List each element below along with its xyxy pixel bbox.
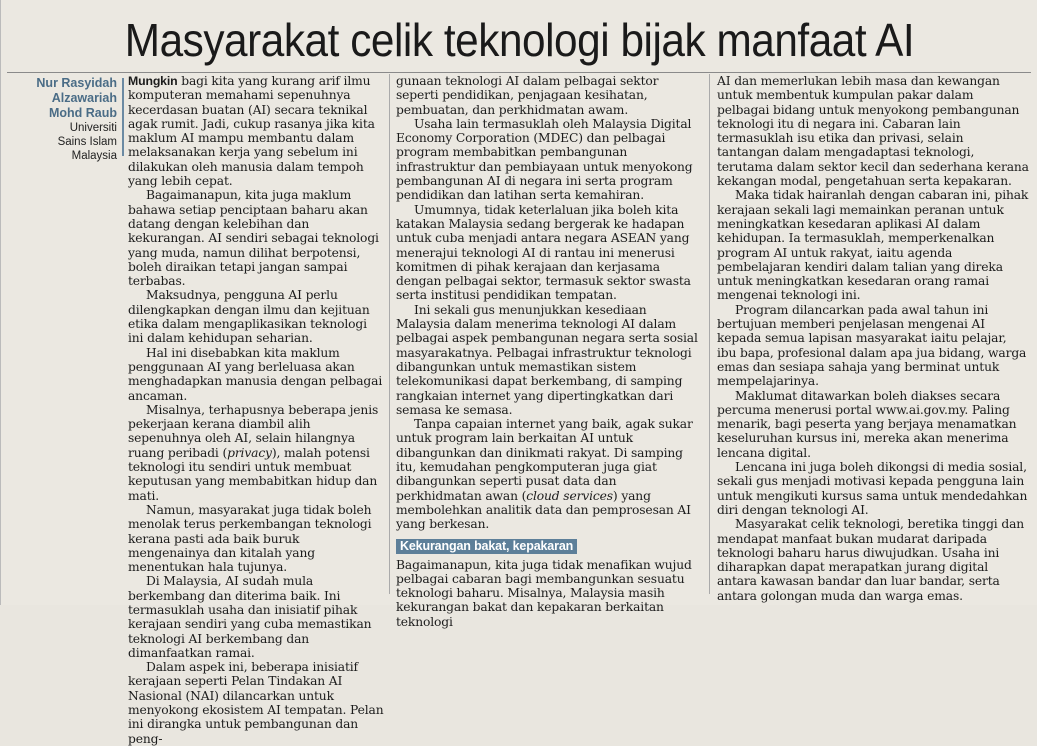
paragraph: Umumnya, tidak keterlaluan jika boleh kita katakan Malaysia sedang bergerak ke hadapan untuk cuba menjadi antara negara ASEAN yang menerajui teknologi AI di rantau ini menerusi komitmen di pihak kerajaan dan kerjasama dengan pelbagai sektor, termasuk sektor swasta serta institusi pendidikan tempatan. xyxy=(396,202,691,303)
author-name-line-2: Alzawariah xyxy=(51,91,117,105)
column-divider xyxy=(709,74,710,594)
paragraph: Dalam aspek ini, beberapa inisiatif kerajaan seperti Pelan Tindakan AI Nasional (NAI) dilancarkan untuk menyokong ekosistem AI tempatan. Pelan ini dirangka untuk pembangunan dan peng- xyxy=(128,660,384,746)
paragraph: Usaha lain termasuklah oleh Malaysia Digital Economy Corporation (MDEC) dan pelbagai program membabitkan pembangunan infrastruktur dan pembiayaan untuk menyokong pembangunan AI di negara ini serta program pendidikan dan latihan serta kemahiran. xyxy=(396,116,693,203)
paragraph-text: ), malah potensi teknologi itu sendiri untuk membuat keputusan yang membabitkan hidup dan mati. xyxy=(128,445,378,503)
paragraph: Ini sekali gus menunjukkan kesediaan Malaysia dalam menerima teknologi AI dalam pelbagai aspek pembangunan negara serta sosial masyarakatnya. Pelbagai infrastruktur teknologi dibangunkan untuk memastikan sistem telekomunikasi dapat berkembang, di samping rangkaian internet yang dipertingkatkan dari semasa ke semasa. xyxy=(396,302,698,417)
italic-term: cloud services xyxy=(526,488,613,503)
paragraph xyxy=(396,417,702,531)
paragraph-text: ) yang membolehkan analitik data dan pemprosesan AI yang berkesan. xyxy=(396,488,691,532)
paragraph: Hal ini disebabkan kita maklum penggunaan AI yang berleluasa akan menghadapkan manusia dengan pelbagai ancaman. xyxy=(128,345,383,403)
paragraph: Bagaimanapun, kita juga maklum bahawa setiap penciptaan baharu akan datang dengan kelebihan dan kekurangan. AI sendiri sebagai teknologi yang muda, namun dilihat berpotensi, boleh diraikan tetapi jangan sampai terbabas. xyxy=(128,188,379,289)
paragraph-text: bagi kita yang kurang arif ilmu komputeran memahami sepenuhnya kecerdasan buatan (AI) secara teknikal agak rumit. Jadi, cukup rasanya jika kita maklum AI mampu membantu dalam melaksanakan kerja yang sebelum ini dilakukan oleh manusia dalam tempoh yang lebih cepat. xyxy=(128,74,375,189)
paragraph: Namun, masyarakat juga tidak boleh menolak terus perkembangan teknologi kerana pasti ada baik buruk mengenainya dan kitalah yang menentukan hala tujunya. xyxy=(128,502,372,575)
author-name-line-1: Nur Rasyidah xyxy=(36,76,117,90)
paragraph: Di Malaysia, AI sudah mula berkembang dan diterima baik. Ini termasuklah usaha dan inisiatif pihak kerajaan sendiri yang cuba memastikan teknologi AI berkembang dan dimanfaatkan ramai. xyxy=(128,574,372,660)
paragraph: Maka tidak hairanlah dengan cabaran ini, pihak kerajaan sekali lagi memainkan peranan untuk meningkatkan kesedaran aplikasi AI dalam kehidupan. Ia termasuklah, memperkenalkan program AI untuk rakyat, iaitu agenda pembelajaran kendiri dalam talian yang direka untuk meningkatkan kesedaran orang ramai mengenai teknologi ini. xyxy=(717,188,1029,303)
lead-word: Mungkin xyxy=(128,74,178,88)
paragraph: Bagaimanapun, kita juga tidak menafikan wujud pelbagai cabaran bagi membangunkan sesuatu teknologi baharu. Misalnya, Malaysia masih kekurangan bakat dan kepakaran berkaitan teknologi xyxy=(396,557,692,629)
paragraph: AI dan memerlukan lebih masa dan kewangan untuk membentuk kumpulan pakar dalam pelbagai bidang untuk menyokong pembangunan teknologi itu di negara ini. Cabaran lain termasuklah isu etika dan privasi, selain tantangan dalam mengadaptasi teknologi, terutama dalam sektor kecil dan sederhana kerana kekangan modal, pengetahuan serta kepakaran. xyxy=(717,74,1029,189)
byline xyxy=(7,76,117,163)
paragraph: Lencana ini juga boleh dikongsi di media sosial, sekali gus menjadi motivasi kepada pengguna lain untuk mengikuti kursus sama untuk mendedahkan diri dengan teknologi AI. xyxy=(717,460,1028,517)
section-subheading: Kekurangan bakat, kepakaran xyxy=(396,539,577,554)
paragraph: Masyarakat celik teknologi, beretika tinggi dan mendapat manfaat bukan mudarat daripada teknologi baharu harus diwujudkan. Usaha ini diharapkan dapat merapatkan jurang digital antara kawasan bandar dan luar bandar, serta antara golongan muda dan warga emas. xyxy=(717,517,1025,603)
author-name-line-3: Mohd Raub xyxy=(48,106,117,120)
column-divider xyxy=(389,74,390,594)
article-column-3 xyxy=(717,74,1029,603)
italic-term: privacy xyxy=(227,445,272,460)
paragraph xyxy=(128,403,384,503)
paragraph: Maklumat ditawarkan boleh diakses secara percuma menerusi portal www.ai.gov.my. Paling menarik, bagi peserta yang berjaya menamatkan keseluruhan kursus ini, mereka akan menerima lencana digital. xyxy=(717,388,1017,460)
byline-accent-bar xyxy=(122,78,124,156)
author-affiliation-line-2: Sains Islam xyxy=(57,136,117,148)
paragraph-text: Misalnya, terhapusnya beberapa jenis pekerjaan kerana diambil alih sepenuhnya oleh AI, selain hilangnya ruang peribadi ( xyxy=(128,402,379,460)
author-affiliation-line-3: Malaysia xyxy=(71,150,117,162)
article-column-1 xyxy=(128,74,384,746)
headline: Masyarakat celik teknologi bijak manfaat AI xyxy=(124,14,915,66)
author-affiliation-line-1: Universiti xyxy=(69,122,117,134)
paragraph xyxy=(128,74,384,188)
headline-rule xyxy=(7,72,1031,73)
paragraph: gunaan teknologi AI dalam pelbagai sektor seperti pendidikan, penjagaan kesihatan, pembuatan, dan perkhidmatan awam. xyxy=(396,74,659,117)
paragraph-text: Tanpa capaian internet yang baik, agak sukar untuk program lain berkaitan AI untuk dibangunkan dan dinikmati rakyat. Di samping itu, kemudahan pengkomputeran juga giat dibangunkan seperti pusat data dan perkhidmatan awan ( xyxy=(396,417,693,503)
paragraph: Program dilancarkan pada awal tahun ini bertujuan memberi penjelasan mengenai AI kepada semua lapisan masyarakat iaitu pelajar, ibu bapa, profesional dalam apa jua bidang, warga emas dan sesiapa sahaja yang berminat untuk mempelajarinya. xyxy=(717,302,1027,389)
paragraph: Maksudnya, pengguna AI perlu dilengkapkan dengan ilmu dan kejituan etika dalam mengaplikasikan teknologi ini dalam kehidupan seharian. xyxy=(128,288,370,346)
article-column-2 xyxy=(396,74,702,629)
